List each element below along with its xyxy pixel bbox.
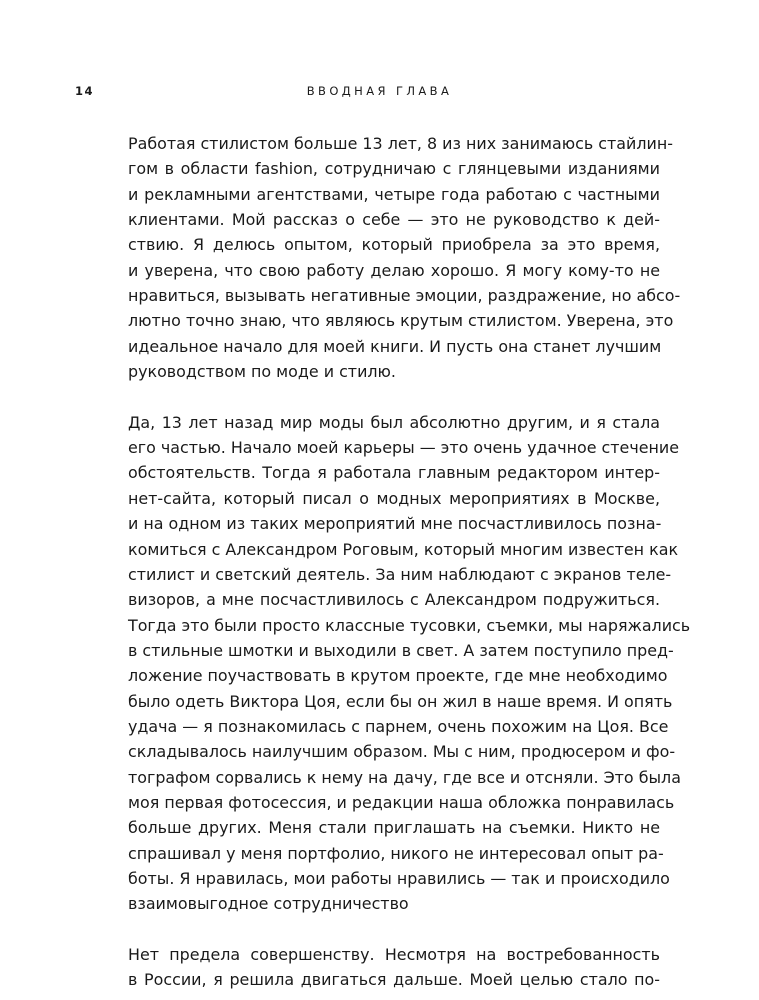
text-line: боты. Я нравилась, мои работы нравились — так и происходило	[128, 868, 670, 888]
paragraph	[128, 942, 660, 993]
text-line: было одеть Виктора Цоя, если бы он жил в наше время. И опять	[128, 691, 673, 711]
text-line: спрашивал у меня портфолио, никого не интересовал опыт ра-	[128, 843, 664, 863]
text-line: и рекламными агентствами, четыре года работаю с частными	[128, 184, 660, 204]
text-line: лютно точно знаю, что являюсь крутым стилистом. Уверена, это	[128, 311, 674, 331]
text-line: и уверена, что свою работу делаю хорошо. Я могу кому-то не	[128, 260, 660, 280]
text-line: и на одном из таких мероприятий мне посчастливилось позна-	[128, 514, 662, 534]
text-line: идеальное начало для моей книги. И пусть она станет лучшим	[128, 336, 662, 356]
text-line: в России, я решила двигаться дальше. Моей целью стало по-	[128, 970, 660, 990]
text-line: в стильные шмотки и выходили в свет. А затем поступило пред-	[128, 640, 674, 660]
paragraph-gap	[128, 917, 660, 942]
text-line: комиться с Александром Роговым, который многим известен как	[128, 539, 679, 559]
text-line: Тогда это были просто классные тусовки, съемки, мы наряжались	[128, 615, 691, 635]
text-line: руководством по моде и стилю.	[128, 362, 396, 382]
text-line: стилист и светский деятель. За ним наблюдают с экранов теле-	[128, 564, 672, 584]
text-line: обстоятельств. Тогда я работала главным редактором интер-	[128, 463, 660, 483]
text-line: моя первая фотосессия, и редакции наша обложка понравилась	[128, 792, 675, 812]
text-line: Да, 13 лет назад мир моды был абсолютно другим, и я стала	[128, 412, 660, 432]
paragraph-gap	[128, 384, 660, 409]
text-line: визоров, а мне посчастливилось с Александром подружиться.	[128, 590, 660, 610]
text-line: нравиться, вызывать негативные эмоции, раздражение, но абсо-	[128, 286, 681, 306]
text-line: нет-сайта, который писал о модных мероприятиях в Москве,	[128, 488, 660, 508]
text-line: его частью. Начало моей карьеры — это очень удачное стечение	[128, 438, 679, 458]
text-line: клиентами. Мой рассказ о себе — это не руководство к дей-	[128, 210, 660, 230]
text-line: ствию. Я делюсь опытом, который приобрела за это время,	[128, 235, 660, 255]
running-head: ВВОДНАЯ ГЛАВА	[306, 84, 453, 98]
text-line: Работая стилистом больше 13 лет, 8 из них занимаюсь стайлин-	[128, 134, 673, 153]
text-line: тографом сорвались к нему на дачу, где все и отсняли. Это была	[128, 767, 681, 787]
paragraph	[128, 131, 681, 384]
text-line: больше других. Меня стали приглашать на съемки. Никто не	[128, 818, 660, 838]
body-text	[128, 131, 691, 993]
page-number: 14	[75, 84, 95, 98]
text-line: взаимовыгодное сотрудничество	[128, 894, 409, 914]
paragraph	[128, 410, 691, 917]
text-line: складывалось наилучшим образом. Мы с ним, продюсером и фо-	[128, 742, 676, 762]
text-line: гом в области fashion, сотрудничаю с глянцевыми изданиями	[128, 159, 660, 179]
text-line: удача — я познакомилась с парнем, очень похожим на Цоя. Все	[128, 716, 669, 736]
text-line: Нет предела совершенству. Несмотря на востребованность	[128, 945, 660, 964]
text-line: ложение поучаствовать в крутом проекте, где мне необходимо	[128, 666, 668, 686]
